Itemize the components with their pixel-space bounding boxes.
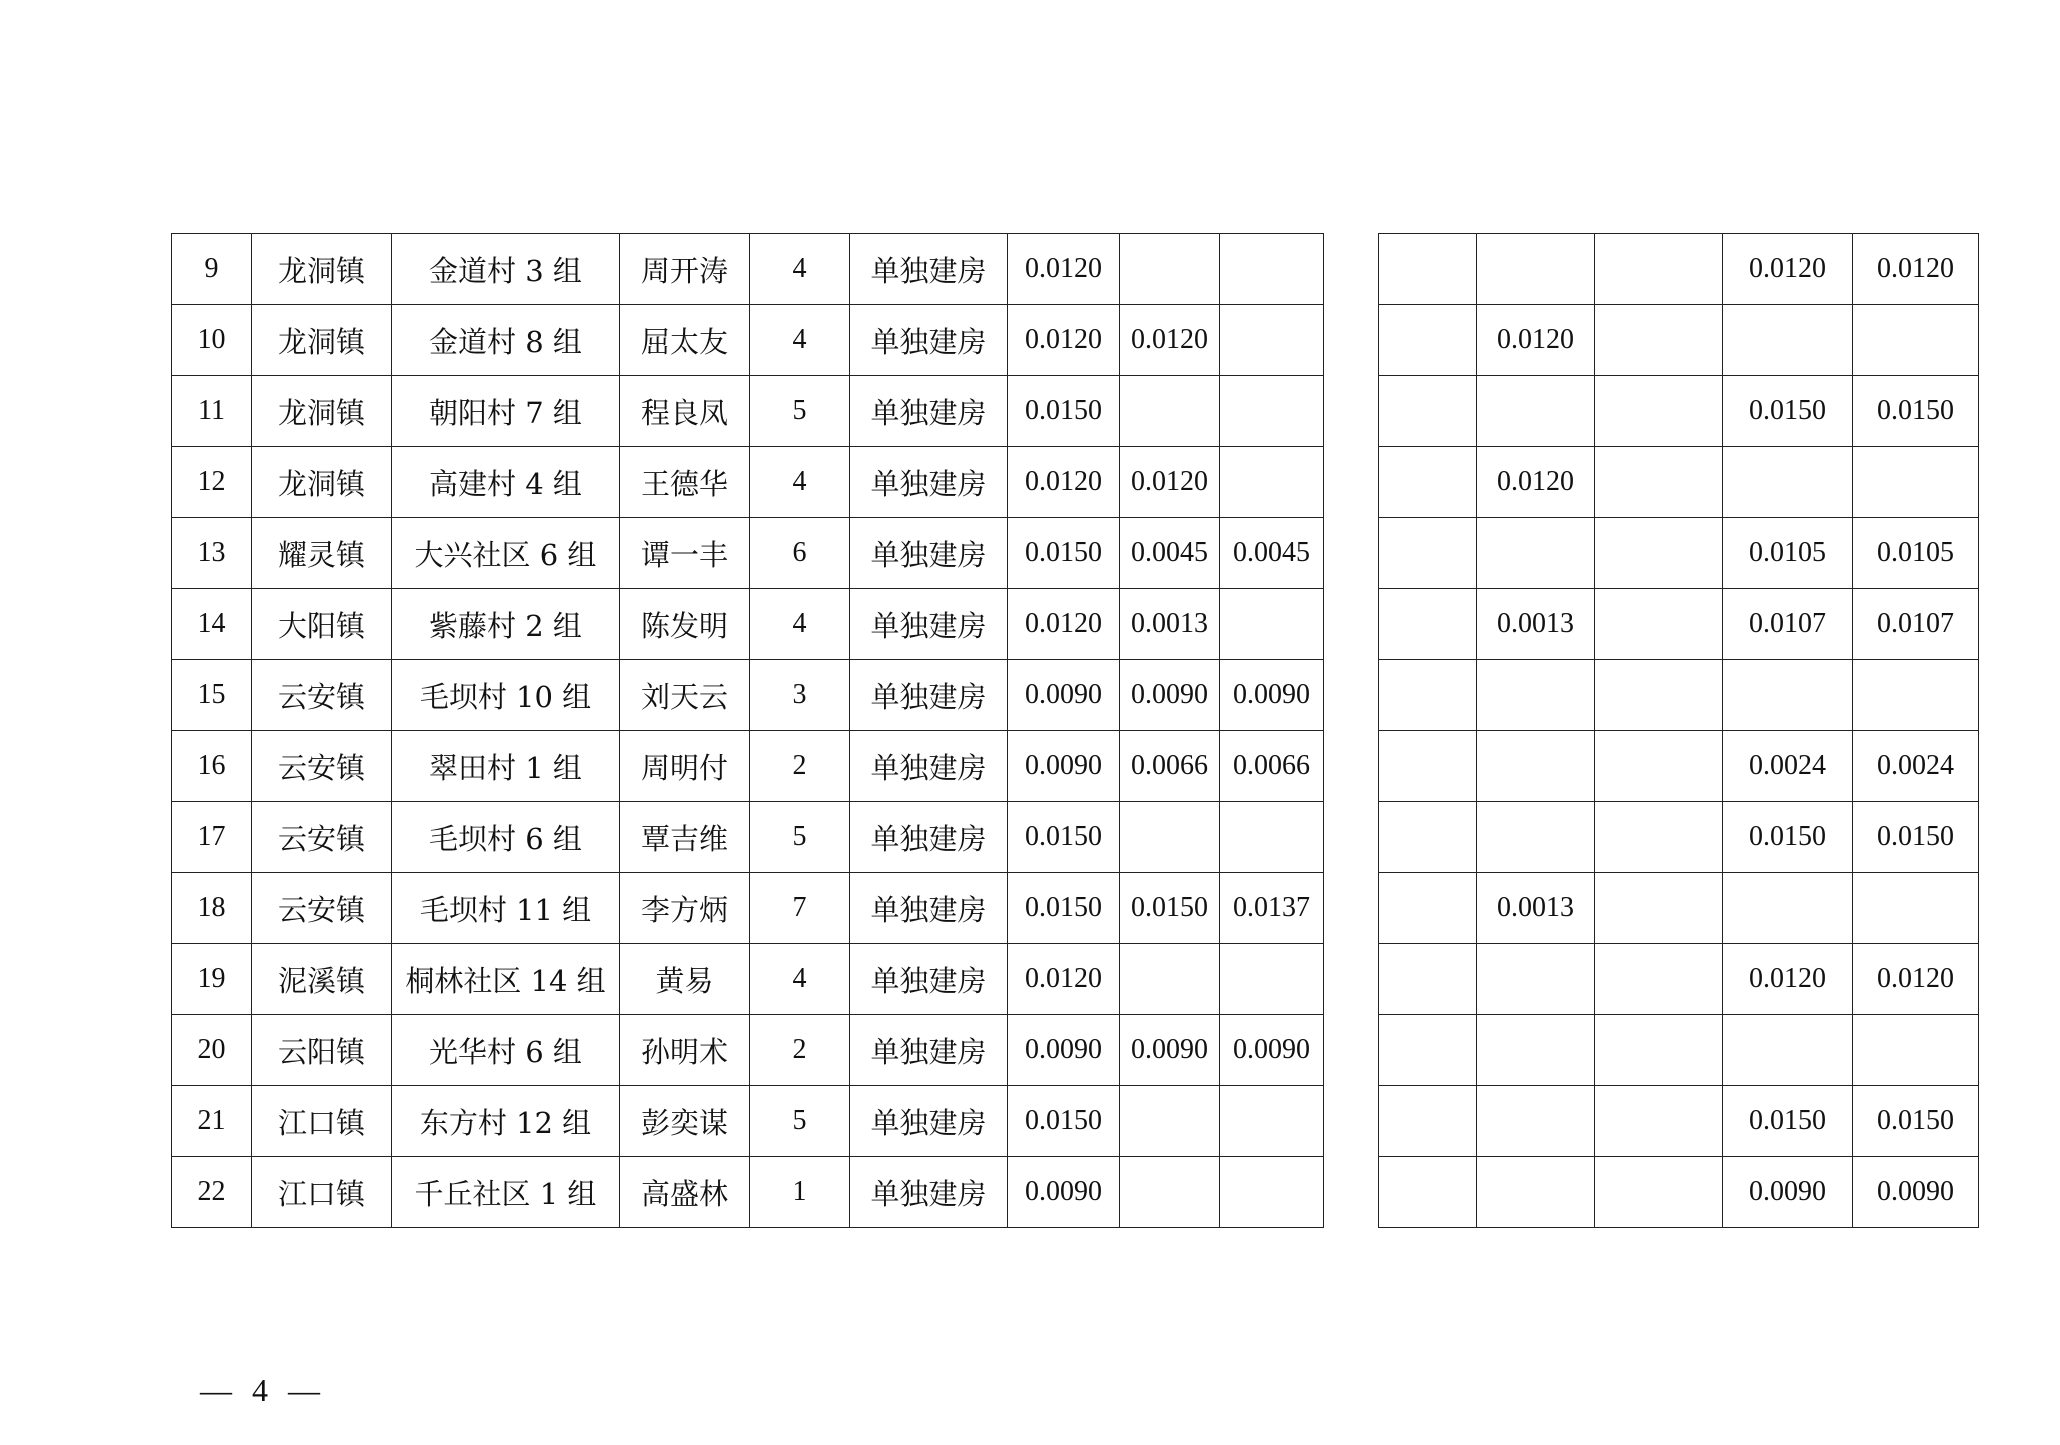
cell-town: 云安镇 xyxy=(252,660,392,731)
table-row xyxy=(172,802,1979,873)
cell-gap xyxy=(1324,234,1379,305)
table-row xyxy=(172,1157,1979,1228)
cell-area-5 xyxy=(1477,1086,1595,1157)
cell-gap xyxy=(1324,1015,1379,1086)
cell-location: 桐林社区 14 组 xyxy=(392,944,620,1015)
cell-count: 5 xyxy=(750,1086,850,1157)
cell-area-2: 0.0045 xyxy=(1120,518,1220,589)
cell-location: 毛坝村 6 组 xyxy=(392,802,620,873)
cell-area-8: 0.0107 xyxy=(1853,589,1979,660)
cell-location: 朝阳村 7 组 xyxy=(392,376,620,447)
cell-count: 4 xyxy=(750,589,850,660)
cell-area-2: 0.0090 xyxy=(1120,660,1220,731)
cell-row-number: 20 xyxy=(172,1015,252,1086)
cell-location: 大兴社区 6 组 xyxy=(392,518,620,589)
cell-row-number: 17 xyxy=(172,802,252,873)
cell-area-2 xyxy=(1120,1086,1220,1157)
cell-town: 龙洞镇 xyxy=(252,447,392,518)
cell-gap xyxy=(1324,305,1379,376)
cell-area-5: 0.0013 xyxy=(1477,873,1595,944)
cell-area-7: 0.0024 xyxy=(1723,731,1853,802)
cell-area-1: 0.0150 xyxy=(1008,376,1120,447)
cell-area-3 xyxy=(1220,589,1324,660)
cell-town: 龙洞镇 xyxy=(252,305,392,376)
cell-location: 高建村 4 组 xyxy=(392,447,620,518)
cell-area-5: 0.0120 xyxy=(1477,305,1595,376)
cell-area-2: 0.0013 xyxy=(1120,589,1220,660)
cell-gap xyxy=(1324,376,1379,447)
cell-area-4 xyxy=(1379,1015,1477,1086)
cell-area-4 xyxy=(1379,1157,1477,1228)
cell-name: 覃吉维 xyxy=(620,802,750,873)
cell-area-7: 0.0150 xyxy=(1723,1086,1853,1157)
cell-gap xyxy=(1324,518,1379,589)
cell-name: 孙明术 xyxy=(620,1015,750,1086)
cell-area-1: 0.0120 xyxy=(1008,234,1120,305)
table-row xyxy=(172,873,1979,944)
table-row xyxy=(172,376,1979,447)
cell-count: 2 xyxy=(750,731,850,802)
cell-area-1: 0.0150 xyxy=(1008,873,1120,944)
cell-name: 李方炳 xyxy=(620,873,750,944)
cell-town: 云安镇 xyxy=(252,731,392,802)
cell-row-number: 16 xyxy=(172,731,252,802)
cell-gap xyxy=(1324,589,1379,660)
cell-area-6 xyxy=(1595,447,1723,518)
cell-town: 耀灵镇 xyxy=(252,518,392,589)
cell-area-4 xyxy=(1379,234,1477,305)
cell-gap xyxy=(1324,660,1379,731)
table-row xyxy=(172,447,1979,518)
table-row xyxy=(172,305,1979,376)
cell-area-5 xyxy=(1477,234,1595,305)
cell-location: 东方村 12 组 xyxy=(392,1086,620,1157)
cell-area-2 xyxy=(1120,376,1220,447)
cell-area-1: 0.0090 xyxy=(1008,731,1120,802)
cell-row-number: 10 xyxy=(172,305,252,376)
cell-area-8: 0.0150 xyxy=(1853,376,1979,447)
cell-area-7: 0.0120 xyxy=(1723,234,1853,305)
cell-area-1: 0.0150 xyxy=(1008,518,1120,589)
cell-name: 谭一丰 xyxy=(620,518,750,589)
cell-area-1: 0.0120 xyxy=(1008,589,1120,660)
cell-area-8: 0.0105 xyxy=(1853,518,1979,589)
cell-area-5 xyxy=(1477,660,1595,731)
cell-area-3 xyxy=(1220,447,1324,518)
cell-area-4 xyxy=(1379,518,1477,589)
cell-town: 云安镇 xyxy=(252,873,392,944)
cell-row-number: 19 xyxy=(172,944,252,1015)
cell-build-type: 单独建房 xyxy=(850,660,1008,731)
cell-name: 屈太友 xyxy=(620,305,750,376)
cell-area-8: 0.0120 xyxy=(1853,234,1979,305)
cell-town: 龙洞镇 xyxy=(252,234,392,305)
cell-location: 光华村 6 组 xyxy=(392,1015,620,1086)
cell-area-4 xyxy=(1379,873,1477,944)
cell-row-number: 12 xyxy=(172,447,252,518)
cell-build-type: 单独建房 xyxy=(850,376,1008,447)
cell-area-2: 0.0150 xyxy=(1120,873,1220,944)
cell-location: 翠田村 1 组 xyxy=(392,731,620,802)
cell-area-7: 0.0150 xyxy=(1723,802,1853,873)
cell-area-4 xyxy=(1379,376,1477,447)
cell-area-5: 0.0120 xyxy=(1477,447,1595,518)
cell-area-7: 0.0090 xyxy=(1723,1157,1853,1228)
cell-area-2: 0.0120 xyxy=(1120,447,1220,518)
cell-area-8: 0.0090 xyxy=(1853,1157,1979,1228)
cell-area-3: 0.0137 xyxy=(1220,873,1324,944)
cell-row-number: 15 xyxy=(172,660,252,731)
cell-area-6 xyxy=(1595,731,1723,802)
cell-count: 4 xyxy=(750,234,850,305)
cell-area-8: 0.0120 xyxy=(1853,944,1979,1015)
cell-area-7: 0.0150 xyxy=(1723,376,1853,447)
cell-row-number: 9 xyxy=(172,234,252,305)
cell-area-7 xyxy=(1723,873,1853,944)
cell-area-4 xyxy=(1379,944,1477,1015)
cell-gap xyxy=(1324,1086,1379,1157)
cell-count: 5 xyxy=(750,376,850,447)
cell-area-6 xyxy=(1595,1157,1723,1228)
cell-build-type: 单独建房 xyxy=(850,802,1008,873)
cell-area-8 xyxy=(1853,305,1979,376)
cell-gap xyxy=(1324,944,1379,1015)
table-row xyxy=(172,944,1979,1015)
cell-build-type: 单独建房 xyxy=(850,944,1008,1015)
cell-area-6 xyxy=(1595,802,1723,873)
cell-area-3 xyxy=(1220,944,1324,1015)
cell-town: 大阳镇 xyxy=(252,589,392,660)
cell-name: 周开涛 xyxy=(620,234,750,305)
cell-location: 金道村 8 组 xyxy=(392,305,620,376)
cell-count: 7 xyxy=(750,873,850,944)
table-row xyxy=(172,234,1979,305)
cell-count: 3 xyxy=(750,660,850,731)
cell-town: 龙洞镇 xyxy=(252,376,392,447)
cell-area-3 xyxy=(1220,1086,1324,1157)
cell-area-3: 0.0090 xyxy=(1220,660,1324,731)
cell-town: 云安镇 xyxy=(252,802,392,873)
cell-row-number: 21 xyxy=(172,1086,252,1157)
cell-area-8: 0.0024 xyxy=(1853,731,1979,802)
cell-area-7 xyxy=(1723,447,1853,518)
record-table-body xyxy=(172,234,1979,1228)
cell-area-5: 0.0013 xyxy=(1477,589,1595,660)
cell-count: 2 xyxy=(750,1015,850,1086)
cell-area-7: 0.0120 xyxy=(1723,944,1853,1015)
cell-build-type: 单独建房 xyxy=(850,1157,1008,1228)
cell-area-6 xyxy=(1595,944,1723,1015)
cell-area-2 xyxy=(1120,802,1220,873)
cell-gap xyxy=(1324,447,1379,518)
cell-build-type: 单独建房 xyxy=(850,1015,1008,1086)
cell-area-8 xyxy=(1853,873,1979,944)
page-number: — 4 — xyxy=(200,1372,326,1408)
cell-gap xyxy=(1324,873,1379,944)
cell-area-6 xyxy=(1595,589,1723,660)
cell-area-8 xyxy=(1853,1015,1979,1086)
cell-area-7 xyxy=(1723,660,1853,731)
cell-area-8: 0.0150 xyxy=(1853,1086,1979,1157)
cell-gap xyxy=(1324,802,1379,873)
cell-area-6 xyxy=(1595,305,1723,376)
cell-build-type: 单独建房 xyxy=(850,518,1008,589)
cell-area-5 xyxy=(1477,1015,1595,1086)
cell-area-2 xyxy=(1120,234,1220,305)
cell-gap xyxy=(1324,731,1379,802)
cell-area-6 xyxy=(1595,873,1723,944)
cell-area-3 xyxy=(1220,802,1324,873)
cell-area-5 xyxy=(1477,1157,1595,1228)
cell-count: 4 xyxy=(750,305,850,376)
cell-count: 6 xyxy=(750,518,850,589)
cell-row-number: 14 xyxy=(172,589,252,660)
cell-area-6 xyxy=(1595,518,1723,589)
cell-name: 王德华 xyxy=(620,447,750,518)
cell-count: 1 xyxy=(750,1157,850,1228)
cell-row-number: 18 xyxy=(172,873,252,944)
cell-name: 黄易 xyxy=(620,944,750,1015)
cell-area-5 xyxy=(1477,518,1595,589)
record-table-container xyxy=(171,233,1979,1228)
cell-town: 江口镇 xyxy=(252,1157,392,1228)
cell-area-3: 0.0066 xyxy=(1220,731,1324,802)
table-row xyxy=(172,1015,1979,1086)
cell-area-1: 0.0150 xyxy=(1008,802,1120,873)
cell-area-6 xyxy=(1595,1015,1723,1086)
cell-area-1: 0.0120 xyxy=(1008,447,1120,518)
cell-area-8: 0.0150 xyxy=(1853,802,1979,873)
cell-area-4 xyxy=(1379,305,1477,376)
cell-name: 程良凤 xyxy=(620,376,750,447)
cell-build-type: 单独建房 xyxy=(850,1086,1008,1157)
cell-area-2 xyxy=(1120,1157,1220,1228)
cell-location: 毛坝村 10 组 xyxy=(392,660,620,731)
cell-area-4 xyxy=(1379,447,1477,518)
cell-area-5 xyxy=(1477,944,1595,1015)
cell-area-8 xyxy=(1853,660,1979,731)
cell-town: 泥溪镇 xyxy=(252,944,392,1015)
cell-area-7: 0.0107 xyxy=(1723,589,1853,660)
cell-area-5 xyxy=(1477,802,1595,873)
cell-area-1: 0.0090 xyxy=(1008,1157,1120,1228)
cell-row-number: 13 xyxy=(172,518,252,589)
cell-area-1: 0.0090 xyxy=(1008,660,1120,731)
cell-build-type: 单独建房 xyxy=(850,731,1008,802)
cell-area-2 xyxy=(1120,944,1220,1015)
cell-area-3: 0.0090 xyxy=(1220,1015,1324,1086)
cell-name: 刘天云 xyxy=(620,660,750,731)
cell-area-4 xyxy=(1379,802,1477,873)
cell-count: 4 xyxy=(750,944,850,1015)
cell-area-8 xyxy=(1853,447,1979,518)
cell-location: 紫藤村 2 组 xyxy=(392,589,620,660)
cell-area-4 xyxy=(1379,660,1477,731)
cell-area-1: 0.0090 xyxy=(1008,1015,1120,1086)
cell-town: 江口镇 xyxy=(252,1086,392,1157)
cell-area-3 xyxy=(1220,376,1324,447)
cell-area-3: 0.0045 xyxy=(1220,518,1324,589)
cell-build-type: 单独建房 xyxy=(850,305,1008,376)
cell-build-type: 单独建房 xyxy=(850,234,1008,305)
cell-area-3 xyxy=(1220,305,1324,376)
cell-build-type: 单独建房 xyxy=(850,589,1008,660)
cell-area-7 xyxy=(1723,305,1853,376)
cell-area-6 xyxy=(1595,376,1723,447)
cell-area-4 xyxy=(1379,1086,1477,1157)
cell-build-type: 单独建房 xyxy=(850,873,1008,944)
cell-area-2: 0.0090 xyxy=(1120,1015,1220,1086)
cell-name: 高盛林 xyxy=(620,1157,750,1228)
table-row xyxy=(172,589,1979,660)
cell-area-6 xyxy=(1595,234,1723,305)
cell-area-7: 0.0105 xyxy=(1723,518,1853,589)
cell-area-5 xyxy=(1477,376,1595,447)
cell-area-4 xyxy=(1379,589,1477,660)
cell-area-4 xyxy=(1379,731,1477,802)
cell-count: 5 xyxy=(750,802,850,873)
table-row xyxy=(172,1086,1979,1157)
record-table xyxy=(171,233,1979,1228)
cell-area-2: 0.0120 xyxy=(1120,305,1220,376)
cell-area-6 xyxy=(1595,1086,1723,1157)
cell-name: 陈发明 xyxy=(620,589,750,660)
cell-town: 云阳镇 xyxy=(252,1015,392,1086)
cell-area-3 xyxy=(1220,1157,1324,1228)
cell-row-number: 22 xyxy=(172,1157,252,1228)
cell-area-6 xyxy=(1595,660,1723,731)
table-row xyxy=(172,731,1979,802)
cell-location: 毛坝村 11 组 xyxy=(392,873,620,944)
cell-gap xyxy=(1324,1157,1379,1228)
cell-name: 周明付 xyxy=(620,731,750,802)
cell-location: 千丘社区 1 组 xyxy=(392,1157,620,1228)
cell-row-number: 11 xyxy=(172,376,252,447)
cell-area-5 xyxy=(1477,731,1595,802)
cell-area-1: 0.0120 xyxy=(1008,305,1120,376)
cell-name: 彭奕谋 xyxy=(620,1086,750,1157)
table-row xyxy=(172,518,1979,589)
cell-area-2: 0.0066 xyxy=(1120,731,1220,802)
cell-area-1: 0.0120 xyxy=(1008,944,1120,1015)
cell-area-7 xyxy=(1723,1015,1853,1086)
cell-area-1: 0.0150 xyxy=(1008,1086,1120,1157)
cell-build-type: 单独建房 xyxy=(850,447,1008,518)
cell-count: 4 xyxy=(750,447,850,518)
cell-area-3 xyxy=(1220,234,1324,305)
cell-location: 金道村 3 组 xyxy=(392,234,620,305)
table-row xyxy=(172,660,1979,731)
